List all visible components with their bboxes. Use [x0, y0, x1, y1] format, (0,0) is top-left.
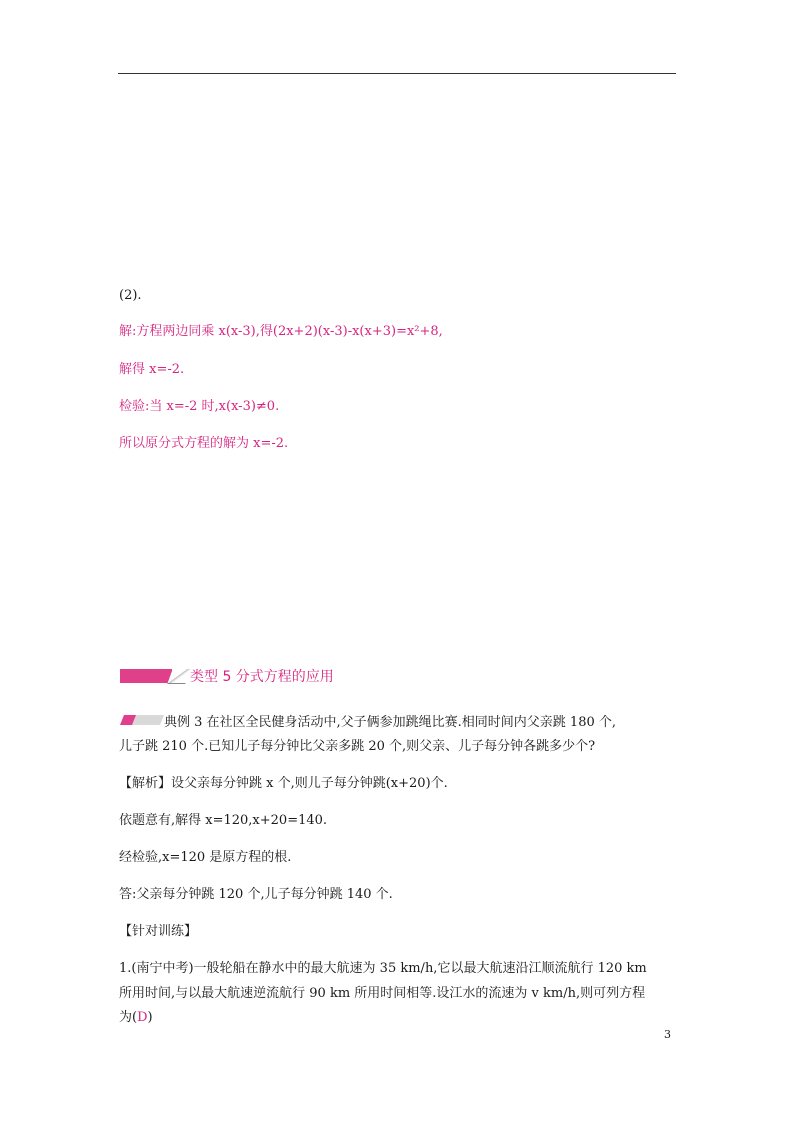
solution-line-1: 解:方程两边同乘 x(x-3),得(2x+2)(x-3)-x(x+3)=x²+8, — [119, 324, 443, 339]
section-title: 类型 5 分式方程的应用 — [190, 669, 334, 685]
analysis-line-3: 经检验,x=120 是原方程的根. — [119, 850, 292, 865]
example-icon — [120, 713, 164, 727]
solution-line-3: 检验:当 x=-2 时,x(x-3)≠0. — [119, 399, 280, 414]
question-1-suffix: ) — [147, 1010, 153, 1025]
question-1-line-3 — [119, 1008, 153, 1028]
question-1-line-1: 1.(南宁中考)一般轮船在静水中的最大航速为 35 km/h,它以最大航速沿江顺流航行 120 km — [119, 961, 647, 976]
solution-line-4: 所以原分式方程的解为 x=-2. — [119, 436, 289, 451]
question-1-line-2: 所用时间,与以最大航速逆流航行 90 km 所用时间相等.设江水的流速为 v km/h,则可列方程 — [119, 986, 646, 1001]
example-line-2: 儿子跳 210 个.已知儿子每分钟比父亲多跳 20 个,则父亲、儿子每分钟各跳多少个? — [119, 739, 596, 754]
header-rule — [118, 73, 676, 74]
training-heading: 【针对训练】 — [119, 924, 198, 939]
banner-tab — [167, 669, 190, 684]
analysis-line-2: 依题意有,解得 x=120,x+20=140. — [119, 813, 328, 828]
page-number: 3 — [664, 1028, 671, 1041]
question-1-answer: D — [137, 1010, 148, 1025]
example-line-1: 典例 3 在社区全民健身活动中,父子俩参加跳绳比赛.相同时间内父亲跳 180 个, — [164, 715, 617, 730]
analysis-line-4: 答:父亲每分钟跳 120 个,儿子每分钟跳 140 个. — [119, 887, 393, 902]
subproblem-label: (2). — [119, 288, 142, 303]
question-1-prefix: 为( — [119, 1010, 138, 1025]
section-banner — [120, 667, 334, 685]
banner-bar — [120, 669, 172, 683]
analysis-line-1: 【解析】设父亲每分钟跳 x 个,则儿子每分钟跳(x+20)个. — [119, 776, 448, 791]
solution-line-2: 解得 x=-2. — [119, 362, 185, 377]
